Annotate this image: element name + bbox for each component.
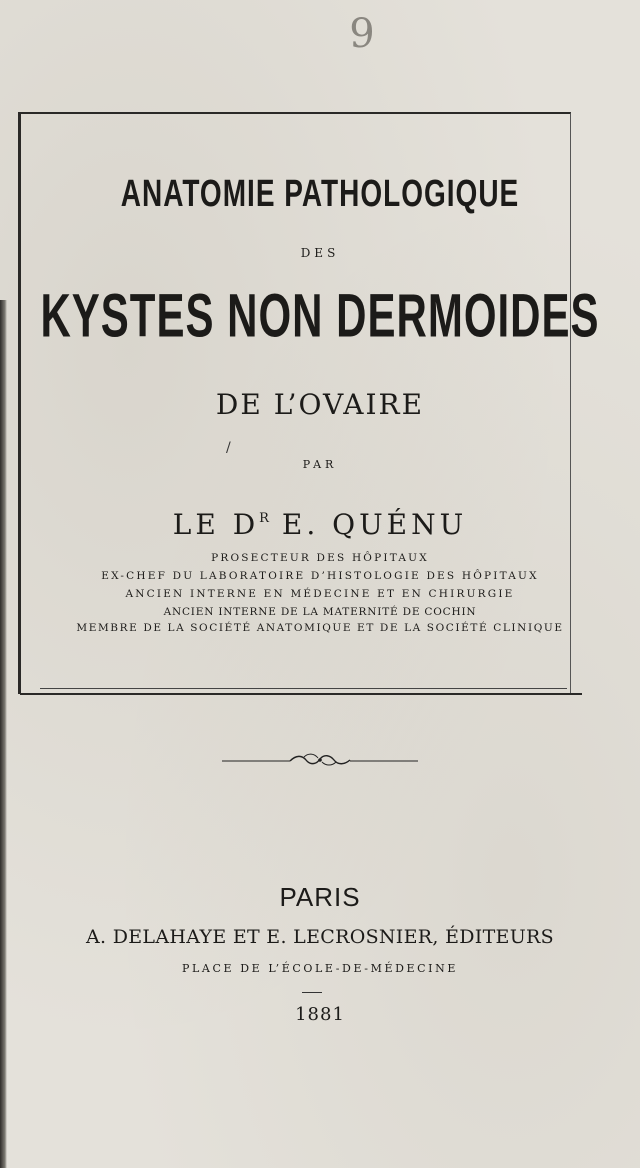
author-name: E. QUÉNU <box>281 508 468 541</box>
frame-bottom-rule <box>20 693 582 695</box>
binding-edge <box>0 300 7 1168</box>
credential-line: ANCIEN INTERNE DE LA MATERNITÉ DE COCHIN <box>163 606 477 618</box>
by-line: PAR <box>302 458 338 471</box>
ornament-divider-icon <box>220 752 420 768</box>
short-rule <box>302 992 322 993</box>
author-prefix: LE D <box>172 508 260 541</box>
author-line <box>0 508 640 541</box>
page-number-mark: 9 <box>349 11 375 57</box>
stray-mark: / <box>226 440 231 456</box>
title-anatomie-pathologique: ANATOMIE PATHOLOGIQUE <box>120 172 520 215</box>
credential-line: ANCIEN INTERNE EN MÉDECINE ET EN CHIRURGIE <box>125 588 515 600</box>
title-des: DES <box>300 246 340 260</box>
author-prefix-sup: R <box>259 511 269 526</box>
publication-year: 1881 <box>295 1004 345 1025</box>
publisher-address: PLACE DE L’ÉCOLE-DE-MÉDECINE <box>182 962 458 975</box>
title-de-l-ovaire: DE L’OVAIRE <box>215 388 425 421</box>
credential-line: PROSECTEUR DES HÔPITAUX <box>211 552 429 564</box>
city: PARIS <box>279 882 361 912</box>
frame-inner-rule <box>40 688 567 689</box>
credential-line: MEMBRE DE LA SOCIÉTÉ ANATOMIQUE ET DE LA SOCIÉTÉ CLINIQUE <box>76 622 564 634</box>
publisher: A. DELAHAYE ET E. LECROSNIER, ÉDITEURS <box>86 926 554 948</box>
credential-line: EX-CHEF DU LABORATOIRE D’HISTOLOGIE DES HÔPITAUX <box>101 570 539 582</box>
title-kystes-non-dermoides: KYSTES NON DERMOIDES <box>40 281 600 350</box>
